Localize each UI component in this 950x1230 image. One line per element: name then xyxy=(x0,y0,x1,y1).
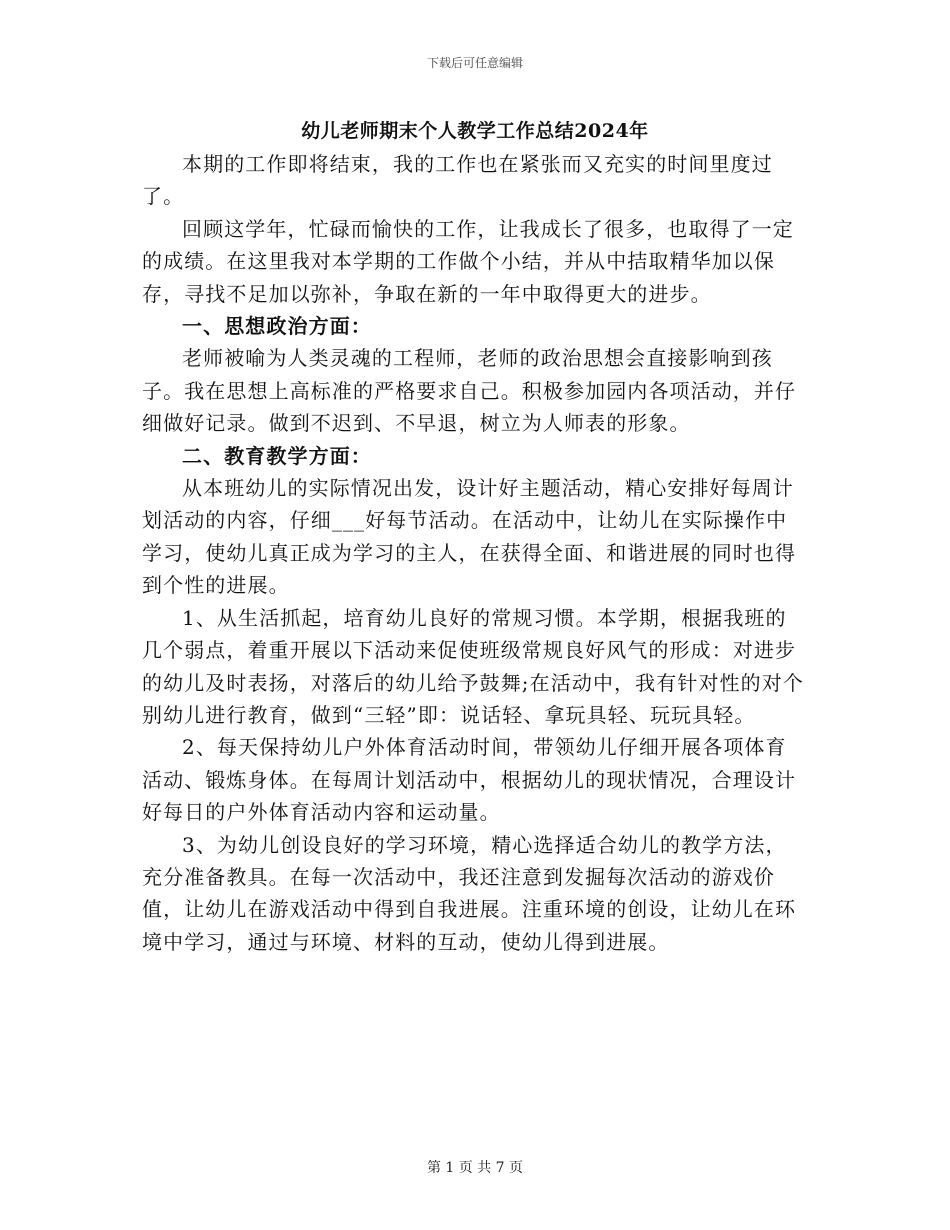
paragraph-item-2: 2、每天保持幼儿户外体育活动时间，带领幼儿仔细开展各项体育活动、锻炼身体。在每周计划活动中，根据幼儿的现状情况，合理设计好每日的户外体育活动内容和运动量。 xyxy=(142,735,797,825)
document-title: 幼儿老师期末个人教学工作总结2024年 xyxy=(301,120,649,142)
paragraph-teaching: 从本班幼儿的实际情况出发，设计好主题活动，精心安排好每周计划活动的内容，仔细___好每节活动。在活动中，让幼儿在实际操作中学习，使幼儿真正成为学习的主人，在获得全面、和谐进展的同时也得到个性的进展。 xyxy=(142,476,797,598)
section-heading-teaching: 二、教育教学方面： xyxy=(182,443,372,468)
paragraph-item-3: 3、为幼儿创设良好的学习环境，精心选择适合幼儿的教学方法，充分准备教具。在每一次活动中，我还注意到发掘每次活动的游戏价值，让幼儿在游戏活动中得到自我进展。注重环境的创设，让幼儿在环境中学习，通过与环境、材料的互动，使幼儿得到进展。 xyxy=(142,832,797,954)
paragraph-political: 老师被喻为人类灵魂的工程师，老师的政治思想会直接影响到孩子。我在思想上高标准的严格要求自己。积极参加园内各项活动，并仔细做好记录。做到不迟到、不早退，树立为人师表的形象。 xyxy=(142,346,797,436)
page-header-note: 下载后可任意编辑 xyxy=(426,56,523,70)
paragraph-intro: 本期的工作即将结束，我的工作也在紧张而又充实的时间里度过了。 xyxy=(142,152,773,209)
paragraph-item-1: 1、从生活抓起，培育幼儿良好的常规习惯。本学期，根据我班的几个弱点，着重开展以下活动来促使班级常规良好风气的形成：对进步的幼儿及时表扬，对落后的幼儿给予鼓舞;在活动中，我有针对性的对个别幼儿进行教育，做到“三轻”即：说话轻、拿玩具轻、玩玩具轻。 xyxy=(142,605,804,727)
page-footer-number: 第 1 页 共 7 页 xyxy=(426,1160,524,1176)
document-body xyxy=(142,148,806,958)
paragraph-review: 回顾这学年，忙碌而愉快的工作，让我成长了很多，也取得了一定的成绩。在这里我对本学期的工作做个小结，并从中拮取精华加以保存，寻找不足加以弥补，争取在新的一年中取得更大的进步。 xyxy=(142,216,794,306)
section-heading-political: 一、思想政治方面： xyxy=(182,314,372,339)
